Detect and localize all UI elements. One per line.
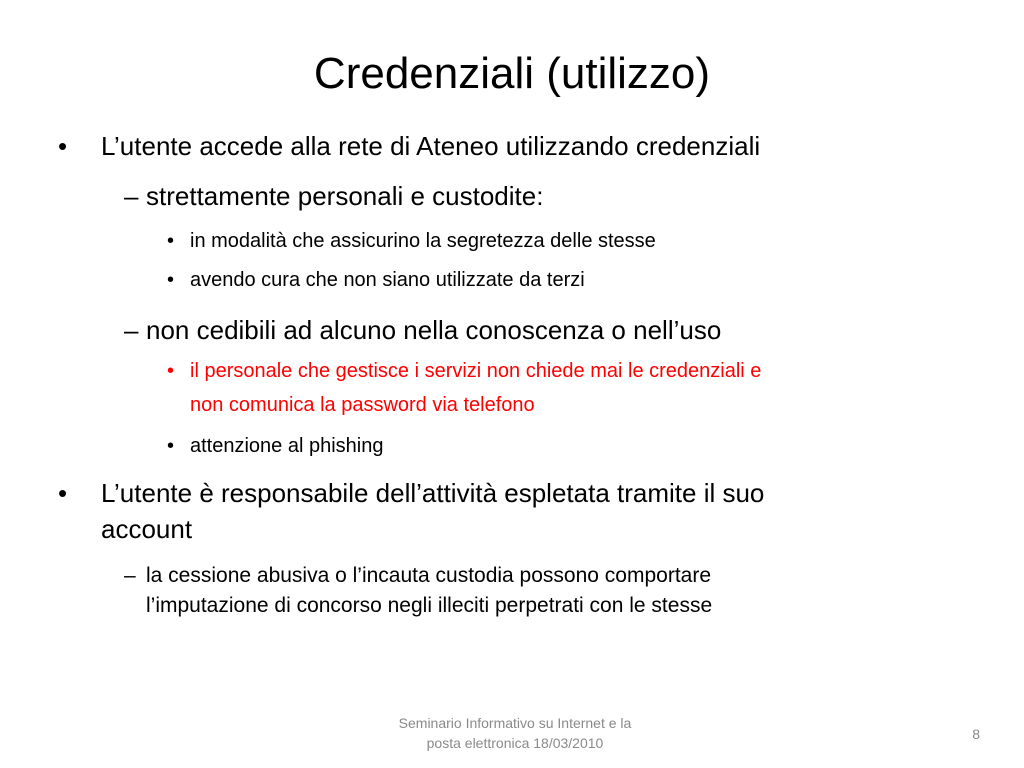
bullet-text-line1: L’utente è responsabile dell’attività espletata tramite il suo: [101, 478, 765, 508]
subbullet-abusive-transfer: [58, 561, 712, 621]
subsubbullet-third-parties: [58, 263, 585, 297]
subsubbullet-text: avendo cura che non siano utilizzate da terzi: [190, 269, 585, 291]
page-number: 8: [972, 726, 980, 742]
subbullet-strictly-personal: [58, 178, 543, 214]
bullet-access-credentials: [58, 128, 760, 164]
subsubbullet-text: in modalità che assicurino la segretezza delle stesse: [190, 230, 656, 252]
subsubbullet-text: attenzione al phishing: [190, 435, 384, 457]
subbullet-text-line2: l’imputazione di concorso negli illeciti perpetrati con le stesse: [146, 594, 713, 617]
subbullet-text: non cedibili ad alcuno nella conoscenza o nell’uso: [146, 315, 722, 345]
slide-footer: [360, 713, 670, 753]
bullet-text-line2: account: [101, 514, 193, 544]
subsubbullet-phishing: [58, 429, 383, 463]
footer-line1: Seminario Informativo su Internet e la: [398, 715, 632, 731]
bullet-marker: •: [167, 435, 175, 457]
bullet-marker: •: [58, 131, 68, 161]
subsubbullet-text-line2: non comunica la password via telefono: [190, 394, 535, 416]
dash-marker: –: [124, 315, 139, 345]
subsubbullet-staff-warning: [58, 354, 761, 422]
subbullet-text: strettamente personali e custodite:: [146, 181, 544, 211]
bullet-text: L’utente accede alla rete di Ateneo utilizzando credenziali: [101, 131, 761, 161]
subsubbullet-text-line1: il personale che gestisce i servizi non chiede mai le credenziali e: [190, 360, 762, 382]
bullet-marker: •: [167, 230, 175, 252]
subbullet-text-line1: la cessione abusiva o l’incauta custodia possono comportare: [146, 564, 712, 587]
bullet-user-responsibility: [58, 475, 764, 547]
dash-marker: –: [124, 181, 139, 211]
bullet-marker: •: [167, 360, 175, 382]
bullet-marker: •: [167, 269, 175, 291]
bullet-marker: •: [58, 478, 68, 508]
footer-line2: posta elettronica 18/03/2010: [426, 735, 604, 751]
subsubbullet-secrecy: [58, 224, 656, 258]
subbullet-non-transferable: [58, 312, 721, 348]
slide-title: Credenziali (utilizzo): [313, 49, 711, 98]
dash-marker: –: [124, 564, 136, 587]
